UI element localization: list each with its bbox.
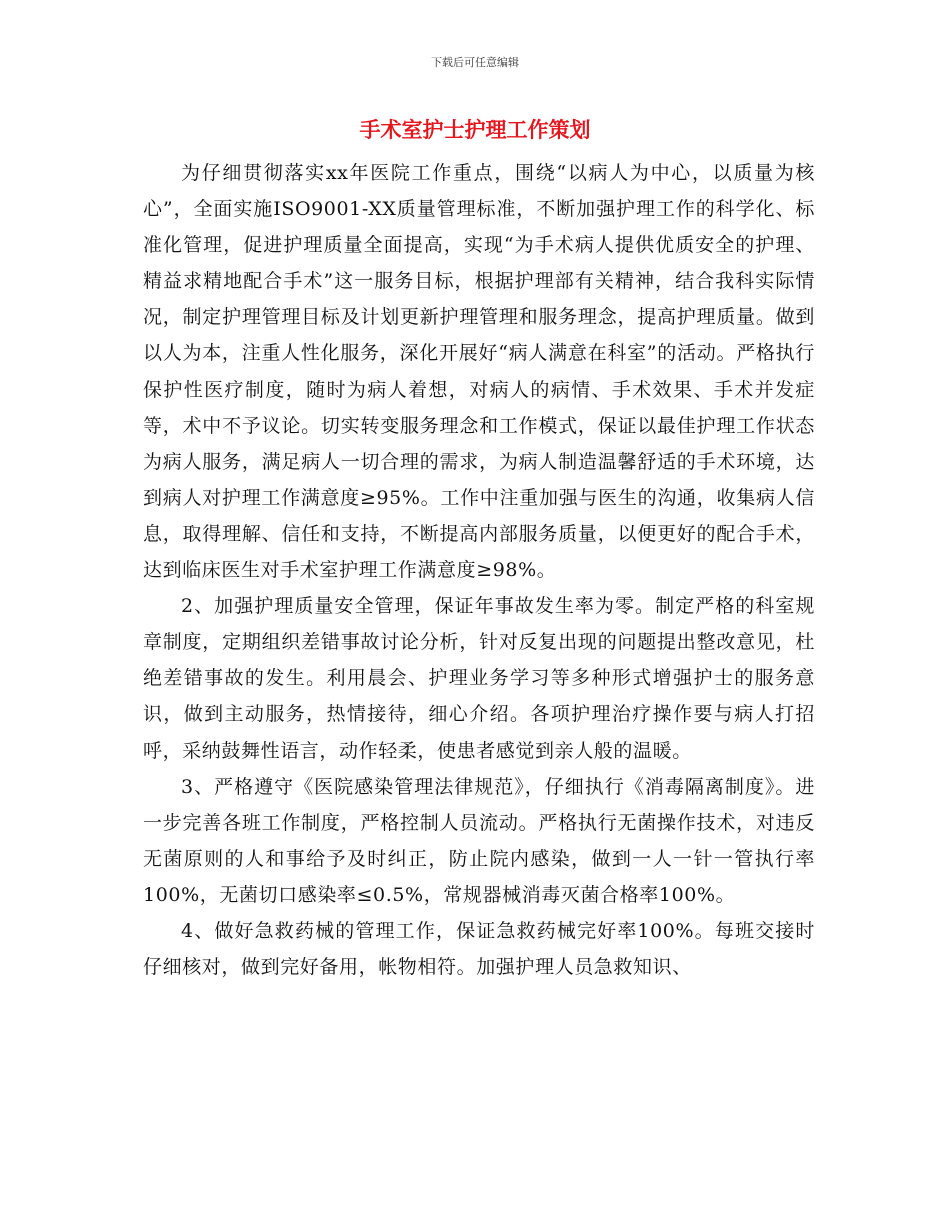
paragraph-4: 4、做好急救药械的管理工作，保证急救药械完好率100%。每班交接时仔细核对，做到完好备用，帐物相符。加强护理人员急救知识、 (143, 919, 815, 979)
document-body (143, 155, 815, 985)
paragraph-3: 3、严格遵守《医院感染管理法律规范》，仔细执行《消毒隔离制度》。进一步完善各班工作制度，严格控制人员流动。严格执行无菌操作技术，对违反无菌原则的人和事给予及时纠正，防止院内感染，做到一人一针一管执行率100%，无菌切口感染率≤0.5%，常规器械消毒灭菌合格率100%。 (143, 775, 815, 906)
document-title: 手术室护士护理工作策划 (359, 118, 591, 142)
paragraph-2: 2、加强护理质量安全管理，保证年事故发生率为零。制定严格的科室规章制度，定期组织差错事故讨论分析，针对反复出现的问题提出整改意见，杜绝差错事故的发生。利用晨会、护理业务学习等多种形式增强护士的服务意识，做到主动服务，热情接待，细心介绍。各项护理治疗操作要与病人打招呼，采纳鼓舞性语言，动作轻柔，使患者感觉到亲人般的温暖。 (143, 595, 815, 762)
paragraph-intro: 为仔细贯彻落实xx年医院工作重点，围绕“以病人为中心，以质量为核心”，全面实施ISO9001-XX质量管理标准，不断加强护理工作的科学化、标准化管理，促进护理质量全面提高，实现“为手术病人提供优质安全的护理、精益求精地配合手术”这一服务目标，根据护理部有关精神，结合我科实际情况，制定护理管理目标及计划更新护理管理和服务理念，提高护理质量。做到以人为本，注重人性化服务，深化开展好“病人满意在科室”的活动。严格执行保护性医疗制度，随时为病人着想，对病人的病情、手术效果、手术并发症等，术中不予议论。切实转变服务理念和工作模式，保证以最佳护理工作状态为病人服务，满足病人一切合理的需求，为病人制造温馨舒适的手术环境，达到病人对护理工作满意度≥95%。工作中注重加强与医生的沟通，收集病人信息，取得理解、信任和支持，不断提高内部服务质量，以便更好的配合手术，达到临床医生对手术室护理工作满意度≥98%。 (143, 162, 815, 582)
header-note: 下载后可任意编辑 (431, 56, 519, 69)
